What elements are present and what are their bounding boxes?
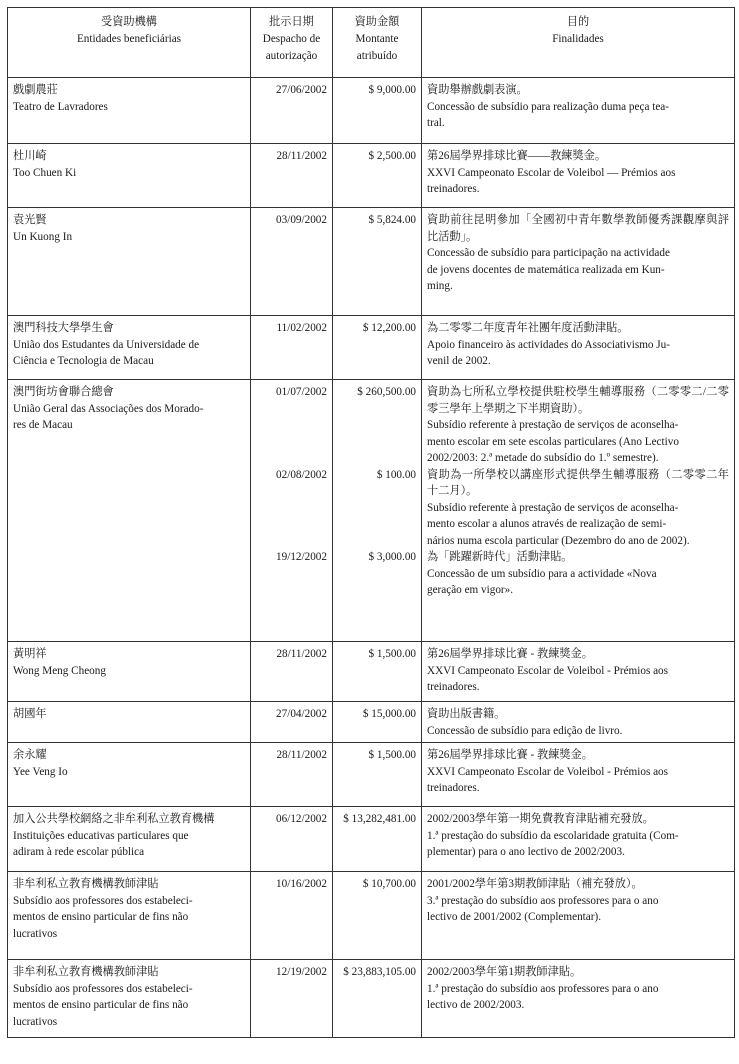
entity-cell xyxy=(8,78,251,144)
date-cell xyxy=(251,316,333,380)
purpose-pt-line: mento escolar a alunos através de realização de semi- xyxy=(427,518,667,530)
entity-name-pt: Subsídio aos professores dos estabeleci- xyxy=(13,894,193,907)
amount-cell xyxy=(333,380,422,642)
purpose-zh: 為二零零二年度青年社團年度活動津貼。 xyxy=(427,322,629,334)
amount-cell xyxy=(333,144,422,208)
amount-cell xyxy=(333,960,422,1038)
date-value: 10/16/2002 xyxy=(276,878,327,890)
amount-cell xyxy=(333,642,422,702)
purpose-pt-line: XXVI Campeonato Escolar de Voleibol — Prémios aos xyxy=(427,166,676,179)
purpose-zh: 2001/2002學年第3期教師津貼（補充發放）。 xyxy=(427,878,643,890)
header-entidades xyxy=(8,8,251,78)
entity-name-pt: Ciência e Tecnologia de Macau xyxy=(13,355,154,367)
date-cell xyxy=(251,807,333,872)
amount-cell xyxy=(333,702,422,743)
entity-name-zh: 袁光賢 xyxy=(13,214,47,226)
amount-value: $ 100.00 xyxy=(376,468,416,481)
entity-cell xyxy=(8,702,251,743)
header-text: Finalidades xyxy=(552,33,604,45)
purpose-cell xyxy=(422,872,735,960)
purpose-cell xyxy=(422,642,735,702)
purpose-pt-line: venil de 2002. xyxy=(427,355,491,367)
table-row xyxy=(8,380,735,642)
purpose-pt-line: lectivo de 2001/2002 (Complementar). xyxy=(427,911,601,923)
entity-name-pt: Un Kuong In xyxy=(13,230,73,243)
entity-cell xyxy=(8,743,251,807)
purpose-zh: 為「跳躍新時代」活動津貼。 xyxy=(427,551,573,563)
date-value: 27/04/2002 xyxy=(276,708,327,720)
entity-cell xyxy=(8,960,251,1038)
entity-name-pt: Wong Meng Cheong xyxy=(13,664,106,677)
amount-value: $ 9,000.00 xyxy=(368,84,416,96)
purpose-pt-line: ming. xyxy=(427,280,453,292)
purpose-pt-line: XXVI Campeonato Escolar de Voleibol - Prémios aos xyxy=(427,664,669,677)
amount-value: $ 3,000.00 xyxy=(368,551,416,563)
date-value: 28/11/2002 xyxy=(276,150,327,162)
purpose-pt-line: mento escolar em sete escolas particulares (Ano Lectivo xyxy=(427,435,679,448)
purpose-cell xyxy=(422,960,735,1038)
entity-cell xyxy=(8,316,251,380)
purpose-pt-line: treinadores. xyxy=(427,183,480,195)
entity-cell xyxy=(8,872,251,960)
purpose-zh: 第26屆學界排球比賽——教練獎金。 xyxy=(427,150,607,162)
purpose-pt xyxy=(427,663,729,696)
entity-name-pt: Teatro de Lavradores xyxy=(13,100,108,113)
header-despacho xyxy=(251,8,333,78)
date-value: 11/02/2002 xyxy=(276,322,327,334)
purpose-pt-line: Apoio financeiro às actividades do Associativismo Ju- xyxy=(427,338,670,351)
purpose-cell xyxy=(422,380,735,642)
header-text: Montante xyxy=(355,33,399,45)
purpose-pt xyxy=(427,764,729,797)
purpose-pt xyxy=(427,566,729,599)
purpose-zh: 第26屆學界排球比賽 - 教練獎金。 xyxy=(427,749,593,761)
date-value: 06/12/2002 xyxy=(276,813,327,825)
purpose-pt xyxy=(427,337,729,370)
amount-cell xyxy=(333,743,422,807)
entity-name-pt: mentos de ensino particular de fins não xyxy=(13,911,189,923)
purpose-pt-line: Concessão de subsídio para edição de livro. xyxy=(427,724,623,737)
amount-cell xyxy=(333,78,422,144)
date-cell xyxy=(251,960,333,1038)
purpose-pt xyxy=(427,723,729,740)
entity-name-pt: Too Chuen Ki xyxy=(13,166,77,179)
table-row xyxy=(8,208,735,316)
purpose-cell xyxy=(422,743,735,807)
purpose-pt-line: plementar) para o ano lectivo de 2002/2003. xyxy=(427,846,625,858)
amount-value: $ 23,883,105.00 xyxy=(343,966,416,978)
purpose-cell xyxy=(422,78,735,144)
entity-cell xyxy=(8,208,251,316)
date-cell xyxy=(251,380,333,642)
purpose-pt-line: treinadores. xyxy=(427,782,480,794)
header-row xyxy=(8,8,735,78)
entity-name-zh: 澳門街坊會聯合總會 xyxy=(13,386,114,398)
amount-value: $ 1,500.00 xyxy=(368,749,416,761)
table-row xyxy=(8,702,735,743)
amount-cell xyxy=(333,208,422,316)
purpose-pt-line: nários numa escola particular (Dezembro do ano de 2002). xyxy=(427,534,690,547)
purpose-zh: 資助為七所私立學校提供駐校學生輔導服務（二零零二/二零零三學年上學期之下半期資助）。 xyxy=(427,386,729,415)
purpose-pt-line: 3.ª prestação do subsídio aos professores para o ano xyxy=(427,894,659,907)
purpose-pt-line: lectivo de 2002/2003. xyxy=(427,999,525,1011)
amount-value: $ 15,000.00 xyxy=(362,708,416,720)
amount-value: $ 12,200.00 xyxy=(362,322,416,334)
date-cell xyxy=(251,642,333,702)
entity-name-zh: 杜川崎 xyxy=(13,150,47,162)
purpose-cell xyxy=(422,316,735,380)
entity-name-pt: União Geral das Associações dos Morado- xyxy=(13,402,204,415)
purpose-pt xyxy=(427,893,729,926)
table-row xyxy=(8,807,735,872)
purpose-pt xyxy=(427,417,729,467)
purpose-pt xyxy=(427,981,729,1014)
date-cell xyxy=(251,702,333,743)
entity-name-pt: lucrativos xyxy=(13,927,58,940)
date-cell xyxy=(251,144,333,208)
entity-name-pt: União dos Estudantes da Universidade de xyxy=(13,338,200,351)
purpose-pt-line: Concessão de um subsídio para a actividade «Nova xyxy=(427,567,657,580)
header-text: 受資助機構 xyxy=(101,16,157,28)
purpose-pt-line: Concessão de subsídio para participação na actividade xyxy=(427,247,670,259)
amount-value: $ 2,500.00 xyxy=(368,150,416,162)
header-text: Entidades beneficiárias xyxy=(76,33,182,45)
header-text: Despacho de xyxy=(262,33,321,45)
entity-name-pt: Instituições educativas particulares que xyxy=(13,829,189,842)
purpose-pt xyxy=(427,500,729,550)
entity-name-zh: 非牟利私立教育機構教師津貼 xyxy=(13,878,159,890)
table-row xyxy=(8,316,735,380)
header-text: 資助金額 xyxy=(354,16,400,28)
entity-name-zh: 黃明祥 xyxy=(13,648,47,660)
date-value: 27/06/2002 xyxy=(276,84,327,96)
entity-cell xyxy=(8,380,251,642)
purpose-zh: 資助出版書籍。 xyxy=(427,708,506,720)
date-cell xyxy=(251,78,333,144)
purpose-pt-line: Concessão de subsídio para realização duma peça tea- xyxy=(427,100,669,113)
entity-name-pt: Subsídio aos professores dos estabeleci- xyxy=(13,982,193,995)
purpose-pt xyxy=(427,99,729,132)
table-row xyxy=(8,872,735,960)
purpose-pt-line: 2002/2003: 2.ª metade do subsídio do 1.º semestre). xyxy=(427,452,659,464)
purpose-cell xyxy=(422,807,735,872)
purpose-cell xyxy=(422,144,735,208)
date-cell xyxy=(251,743,333,807)
purpose-pt-line: geração em vigor». xyxy=(427,584,514,596)
purpose-pt-line: de jovens docentes de matemática realizada em Kun- xyxy=(427,263,665,276)
purpose-zh: 資助前往昆明參加「全國初中青年數學教師優秀課觀摩與評比活動」。 xyxy=(427,214,729,243)
amount-value: $ 13,282,481.00 xyxy=(343,813,416,825)
purpose-pt-line: Subsídio referente à prestação de serviços de aconselha- xyxy=(427,501,679,514)
header-text: atribuído xyxy=(356,50,398,62)
entity-name-pt: res de Macau xyxy=(13,419,73,431)
header-text: 目的 xyxy=(566,16,590,28)
amount-value: $ 260,500.00 xyxy=(357,386,416,398)
purpose-pt xyxy=(427,245,729,295)
purpose-pt xyxy=(427,165,729,198)
purpose-zh: 資助舉辦戲劇表演。 xyxy=(427,84,528,96)
entity-name-zh: 加入公共學校網絡之非牟利私立教育機構 xyxy=(13,813,215,825)
purpose-pt xyxy=(427,828,729,861)
purpose-pt-line: treinadores. xyxy=(427,681,480,693)
entity-name-pt: mentos de ensino particular de fins não xyxy=(13,999,189,1011)
header-text: autorização xyxy=(265,50,318,62)
entity-name-zh: 胡國年 xyxy=(13,708,47,720)
subsidy-table xyxy=(7,7,735,1038)
entity-cell xyxy=(8,642,251,702)
header-text: 批示日期 xyxy=(269,16,314,28)
entity-name-pt: Yee Veng Io xyxy=(13,765,68,778)
date-value: 02/08/2002 xyxy=(276,468,327,481)
header-montante xyxy=(333,8,422,78)
entity-name-pt: adiram à rede escolar pública xyxy=(13,846,145,858)
table-row xyxy=(8,960,735,1038)
header-finalidades xyxy=(422,8,735,78)
date-value: 28/11/2002 xyxy=(276,749,327,761)
date-value: 01/07/2002 xyxy=(276,386,327,398)
amount-value: $ 1,500.00 xyxy=(368,648,416,660)
date-cell xyxy=(251,208,333,316)
purpose-pt-line: tral. xyxy=(427,117,445,129)
entity-name-zh: 澳門科技大學學生會 xyxy=(13,322,114,334)
purpose-cell xyxy=(422,702,735,743)
date-value: 03/09/2002 xyxy=(276,214,327,226)
table-row xyxy=(8,78,735,144)
date-value: 19/12/2002 xyxy=(276,551,327,563)
purpose-pt-line: 1.ª prestação do subsídio aos professores para o ano xyxy=(427,982,659,995)
purpose-pt-line: 1.ª prestação do subsídio da escolaridade gratuita (Com- xyxy=(427,829,679,842)
purpose-zh: 2002/2003學年第1期教師津貼。 xyxy=(427,966,582,978)
table-row xyxy=(8,743,735,807)
entity-cell xyxy=(8,144,251,208)
amount-value: $ 5,824.00 xyxy=(368,214,416,226)
table-row xyxy=(8,144,735,208)
entity-name-pt: lucrativos xyxy=(13,1015,58,1028)
purpose-zh: 2002/2003學年第一期免費教育津貼補充發放。 xyxy=(427,813,654,825)
amount-cell xyxy=(333,316,422,380)
purpose-pt-line: Subsídio referente à prestação de serviços de aconselha- xyxy=(427,419,679,431)
purpose-cell xyxy=(422,208,735,316)
entity-name-zh: 戲劇農莊 xyxy=(13,84,58,96)
table-row xyxy=(8,642,735,702)
date-value: 12/19/2002 xyxy=(276,966,327,978)
purpose-pt-line: XXVI Campeonato Escolar de Voleibol - Prémios aos xyxy=(427,765,669,778)
amount-cell xyxy=(333,807,422,872)
entity-name-zh: 非牟利私立教育機構教師津貼 xyxy=(13,966,159,978)
date-value: 28/11/2002 xyxy=(276,648,327,660)
amount-value: $ 10,700.00 xyxy=(362,878,416,890)
purpose-zh: 第26屆學界排球比賽 - 教練獎金。 xyxy=(427,648,593,660)
purpose-zh: 資助為一所學校以講座形式提供學生輔導服務（二零零二年十二月）。 xyxy=(427,468,729,497)
date-cell xyxy=(251,872,333,960)
entity-name-zh: 余永耀 xyxy=(13,749,47,761)
amount-cell xyxy=(333,872,422,960)
entity-cell xyxy=(8,807,251,872)
